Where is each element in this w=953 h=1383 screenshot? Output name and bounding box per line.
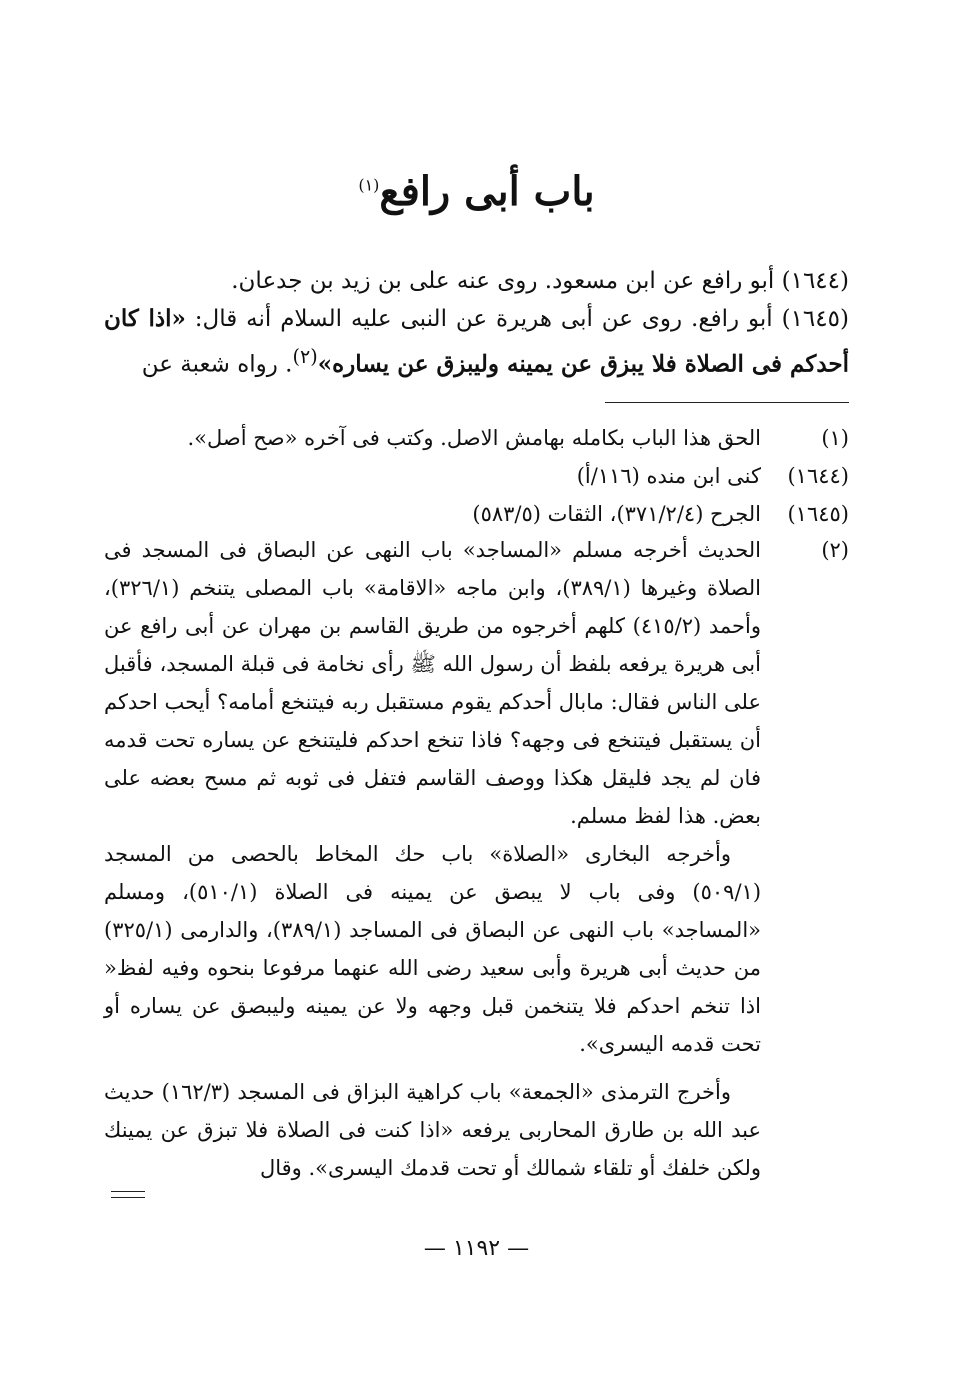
footnote-2-para-2: وأخرجه البخارى «الصلاة» باب حك المخاط بالحصى من المسجد (٥٠٩/١) وفى باب لا يبصق عن يمينه فى الصلاة (٥١٠/١)، ومسلم «المساجد» باب النهى عن البصاق فى المساجد (٣٨٩/١)، والدارمى (٣٢٥/١) من حديث أبى هريرة وأبى سعيد رضى الله عنهما مرفوعا بنحوه وفيه لفظ« اذا تنخم احدكم فلا يتنخمن قبل وجهه ولا عن يمينه وليبصق عن يساره أو تحت قدمه اليسرى». bbox=[104, 842, 762, 1056]
footnote-1644 bbox=[104, 457, 849, 495]
footnote-1645-label: (١٦٤٥) bbox=[787, 502, 849, 526]
footnote-2-para-3: وأخرج الترمذى «الجمعة» باب كراهية البزاق فى المسجد (١٦٢/٣) حديث عبد الله بن طارق المحاربى يرفعه «اذا كنت فى الصلاة فلا تبزق عن يمينك ولكن خلفك أو تلقاء شمالك أو تحت قدمك اليسرى». وقال bbox=[104, 1080, 761, 1180]
page-number: — ١١٩٢ — bbox=[423, 1236, 530, 1261]
entry-1645-intro: (١٦٤٥) أبو رافع. روى عن أبى هريرة عن النبى عليه السلام أنه قال: bbox=[185, 306, 849, 332]
chapter-title bbox=[0, 168, 953, 215]
chapter-title-text: باب أبى رافع bbox=[379, 168, 595, 215]
main-text bbox=[104, 262, 849, 384]
continuation-mark bbox=[111, 1191, 145, 1198]
footnote-2 bbox=[104, 531, 849, 1187]
footnote-2-para-1: الحديث أخرجه مسلم «المساجد» باب النهى عن البصاق فى المسجد فى الصلاة وغيرها (٣٨٩/١)، وابن ماجه «الاقامة» باب المصلى يتنخم (٣٢٦/١)، وأحمد (٤١٥/٢) كلهم أخرجوه من طريق القاسم بن مهران عن أبى رافع عن أبى هريرة يرفعه بلفظ أن رسول الله ﷺ رأى نخامة فى قبلة المسجد، فأقبل على الناس فقال: مابال أحدكم يقوم مستقبل ربه فيتنخع أمامه؟ أيحب احدكم أن يستقبل فيتنخع فى وجهه؟ فاذا تنخع احدكم فليتنخع عن يساره تحت قدمه فان لم يجد فليقل هكذا ووصف القاسم فتفل فى ثوبه ثم مسح بعضه على بعض. هذا لفظ مسلم. bbox=[104, 538, 761, 828]
entry-1645 bbox=[104, 300, 849, 384]
entry-1645-hadith: «اذا كان أحدكم فى الصلاة فلا يبزق عن يمينه وليبزق عن يساره» bbox=[104, 305, 849, 378]
footnote-2-body bbox=[104, 531, 761, 1187]
footnote-1-label: (١) bbox=[821, 426, 849, 450]
footnote-1-text: الحق هذا الباب بكامله بهامش الاصل. وكتب فى آخره «صح أصل». bbox=[187, 426, 761, 450]
footnote-1644-label: (١٦٤٤) bbox=[787, 464, 849, 488]
footnotes-short bbox=[104, 419, 849, 533]
footnote-separator bbox=[605, 402, 849, 403]
footnote-1 bbox=[104, 419, 849, 457]
entry-1645-footnote-ref: (٢) bbox=[292, 345, 318, 368]
entry-1645-tail: . رواه شعبة عن bbox=[141, 351, 293, 378]
footnote-2-row bbox=[104, 531, 849, 1187]
footnote-1644-text: كنى ابن منده (١١٦/أ) bbox=[576, 464, 761, 488]
footnote-1645-text: الجرح (٣٧١/٢/٤)، الثقات (٥٨٣/٥) bbox=[472, 502, 761, 526]
entry-1644: (١٦٤٤) أبو رافع عن ابن مسعود. روى عنه على بن زيد بن جدعان. bbox=[231, 268, 849, 294]
footnote-2-label: (٢) bbox=[821, 538, 849, 562]
chapter-title-footnote-ref: (١) bbox=[358, 175, 380, 195]
footnote-1645 bbox=[104, 495, 849, 533]
